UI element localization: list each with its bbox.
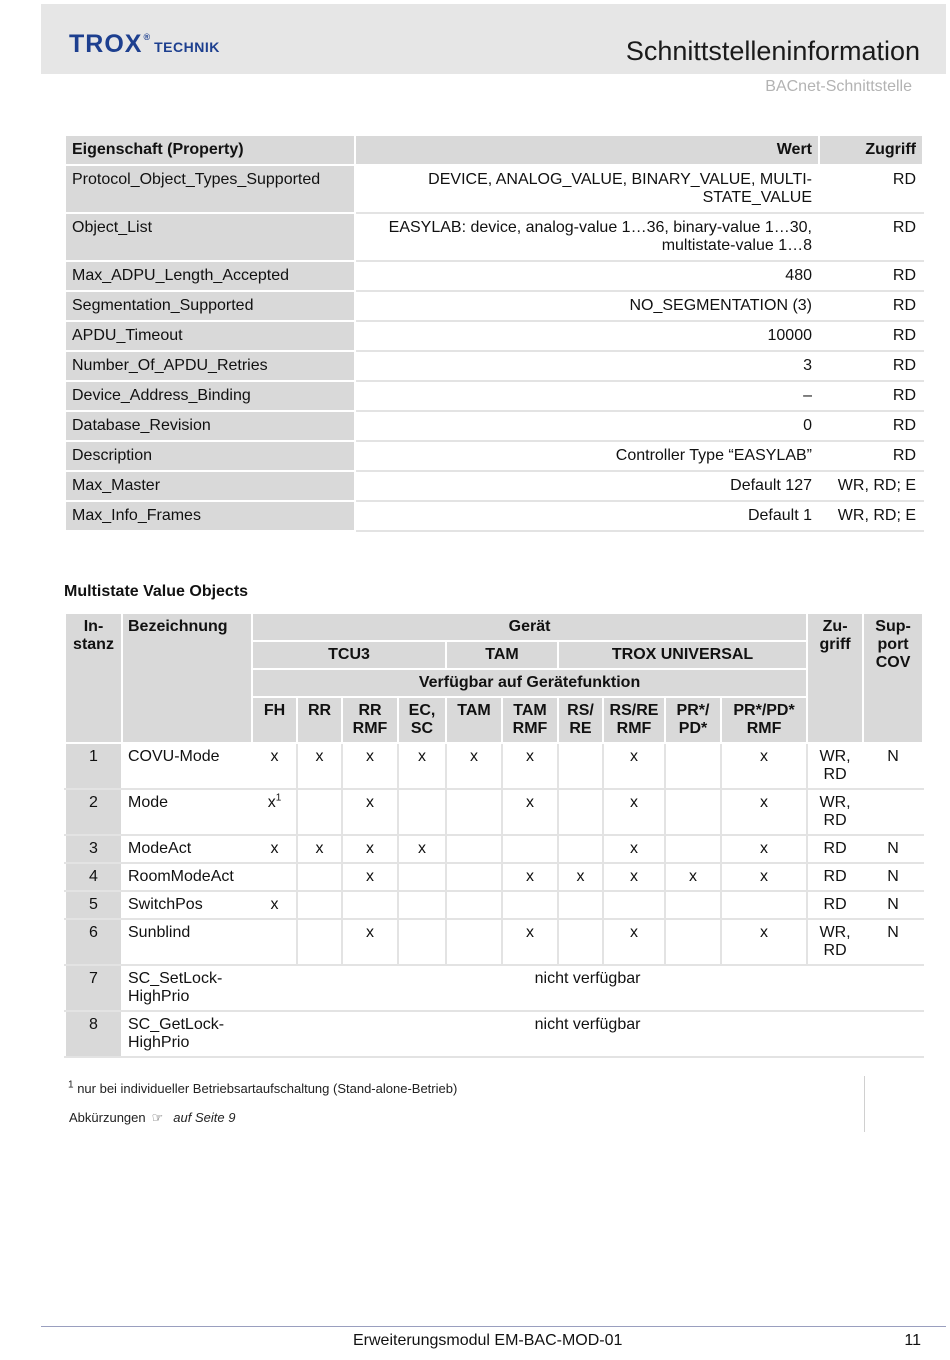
property-access: WR, RD; E <box>819 501 923 531</box>
property-access: RD <box>819 411 923 441</box>
availability-cell <box>558 743 603 789</box>
instance-number: 5 <box>65 891 122 919</box>
availability-mark: x <box>366 840 374 857</box>
object-access: WR, RD <box>807 919 863 965</box>
multistate-row <box>65 891 923 919</box>
availability-cell <box>398 789 446 835</box>
property-name: Description <box>65 441 355 471</box>
availability-mark: x <box>526 924 534 941</box>
property-name: Object_List <box>65 213 355 261</box>
footnote-mark: 1 <box>68 1079 74 1091</box>
function-column-header: TAM RMF <box>502 697 558 743</box>
availability-cell <box>721 919 807 965</box>
availability-cell <box>446 891 502 919</box>
functions-header: Verfügbar auf Gerätefunktion <box>252 669 807 697</box>
property-name: Max_Master <box>65 471 355 501</box>
object-access: RD <box>807 835 863 863</box>
access-column-header: Zugriff <box>819 135 923 165</box>
property-row <box>65 381 923 411</box>
availability-mark: x <box>526 868 534 885</box>
availability-cell <box>603 919 665 965</box>
function-column-header: RR RMF <box>342 697 398 743</box>
object-cov-support: N <box>863 835 923 863</box>
property-name: Protocol_Object_Types_Supported <box>65 165 355 213</box>
multistate-row <box>65 743 923 789</box>
logo-subtext: TECHNIK <box>154 39 220 55</box>
property-row <box>65 321 923 351</box>
property-name: Number_Of_APDU_Retries <box>65 351 355 381</box>
function-column-header: RR <box>297 697 342 743</box>
footnote-reference: 1 <box>275 792 282 804</box>
availability-cell <box>446 863 502 891</box>
availability-mark: x <box>315 748 324 765</box>
property-access: RD <box>819 441 923 471</box>
availability-cell <box>342 743 398 789</box>
property-value: Default 1 <box>355 501 819 531</box>
availability-cell <box>297 835 342 863</box>
availability-cell <box>446 835 502 863</box>
availability-mark: x <box>630 868 638 885</box>
abbreviations-reference <box>69 1110 235 1126</box>
availability-cell <box>558 919 603 965</box>
property-row <box>65 351 923 381</box>
availability-mark: x <box>270 840 279 857</box>
object-cov-support <box>863 789 923 835</box>
availability-cell <box>603 835 665 863</box>
function-column-header: FH <box>252 697 297 743</box>
availability-mark: x <box>270 896 279 913</box>
property-value: Default 127 <box>355 471 819 501</box>
availability-cell <box>502 863 558 891</box>
availability-cell <box>558 835 603 863</box>
availability-cell <box>342 789 398 835</box>
property-value: Controller Type “EASYLAB” <box>355 441 819 471</box>
abbreviations-page-link[interactable]: auf Seite 9 <box>173 1110 236 1125</box>
property-access: RD <box>819 321 923 351</box>
availability-cell <box>502 743 558 789</box>
object-name: SwitchPos <box>122 891 252 919</box>
property-value: EASYLAB: device, analog-value 1…36, binary-value 1…30, multistate-value 1…8 <box>355 213 819 261</box>
availability-mark: x <box>630 924 638 941</box>
object-access: WR, RD <box>807 789 863 835</box>
property-name: Max_ADPU_Length_Accepted <box>65 261 355 291</box>
trox-universal-group-header: TROX UNIVERSAL <box>558 641 807 669</box>
availability-cell <box>603 789 665 835</box>
property-name: Database_Revision <box>65 411 355 441</box>
availability-mark: x <box>270 748 279 765</box>
availability-cell <box>297 863 342 891</box>
instance-number: 1 <box>65 743 122 789</box>
availability-mark: x <box>315 840 324 857</box>
availability-cell <box>446 743 502 789</box>
availability-mark: x <box>630 748 638 765</box>
availability-cell <box>558 789 603 835</box>
availability-cell <box>665 863 721 891</box>
availability-cell <box>342 835 398 863</box>
object-cov-support: N <box>863 743 923 789</box>
property-name: Segmentation_Supported <box>65 291 355 321</box>
logo-registered-mark: ® <box>143 32 151 42</box>
availability-cell <box>502 919 558 965</box>
property-row <box>65 261 923 291</box>
instance-number: 6 <box>65 919 122 965</box>
availability-mark: x <box>630 840 638 857</box>
availability-cell <box>297 743 342 789</box>
availability-mark: x <box>526 748 534 765</box>
function-column-header: TAM <box>446 697 502 743</box>
object-name: RoomModeAct <box>122 863 252 891</box>
object-access: RD <box>807 891 863 919</box>
availability-cell <box>398 743 446 789</box>
property-row <box>65 213 923 261</box>
property-value: 10000 <box>355 321 819 351</box>
property-row <box>65 501 923 531</box>
availability-mark: x <box>366 748 374 765</box>
availability-cell <box>297 789 342 835</box>
availability-mark: x <box>418 840 426 857</box>
multistate-row <box>65 919 923 965</box>
logo-brand: TROX <box>69 30 143 58</box>
availability-cell <box>342 919 398 965</box>
availability-cell <box>558 891 603 919</box>
availability-mark: x <box>366 868 374 885</box>
availability-cell <box>252 891 297 919</box>
availability-cell <box>721 743 807 789</box>
availability-cell <box>252 919 297 965</box>
property-access: RD <box>819 261 923 291</box>
instance-number: 2 <box>65 789 122 835</box>
page-header <box>41 4 946 74</box>
function-column-header: RS/ RE <box>558 697 603 743</box>
property-row <box>65 441 923 471</box>
object-cov-support: N <box>863 891 923 919</box>
availability-cell <box>252 835 297 863</box>
object-access: WR, RD <box>807 743 863 789</box>
device-group-header: Gerät <box>252 613 807 641</box>
function-column-header: RS/RE RMF <box>603 697 665 743</box>
availability-cell <box>252 743 297 789</box>
property-value: NO_SEGMENTATION (3) <box>355 291 819 321</box>
availability-mark: x <box>576 868 585 885</box>
availability-cell <box>721 789 807 835</box>
instance-number: 7 <box>65 965 122 1011</box>
object-name: Sunblind <box>122 919 252 965</box>
not-available-text: nicht verfügbar <box>252 965 923 1011</box>
property-access: RD <box>819 381 923 411</box>
property-access: RD <box>819 291 923 321</box>
availability-mark: x <box>760 868 769 885</box>
not-available-text: nicht verfügbar <box>252 1011 923 1057</box>
property-table <box>64 134 924 532</box>
instance-number: 8 <box>65 1011 122 1057</box>
instance-column-header: In- stanz <box>65 613 122 743</box>
abbreviations-label: Abkürzungen <box>69 1110 146 1125</box>
instance-number: 4 <box>65 863 122 891</box>
section-title: Multistate Value Objects <box>64 583 249 600</box>
object-cov-support: N <box>863 863 923 891</box>
property-name: Max_Info_Frames <box>65 501 355 531</box>
function-column-header: PR*/PD* RMF <box>721 697 807 743</box>
availability-cell <box>342 863 398 891</box>
availability-cell <box>297 919 342 965</box>
cov-column-header: Sup- port COV <box>863 613 923 743</box>
availability-mark: x <box>760 748 769 765</box>
availability-cell <box>398 863 446 891</box>
name-column-header: Bezeichnung <box>122 613 252 743</box>
document-subtitle: BACnet-Schnittstelle <box>765 78 912 95</box>
page-number: 11 <box>904 1332 921 1349</box>
footnote-text: nur bei individueller Betriebsartaufschaltung (Stand-alone-Betrieb) <box>77 1081 458 1096</box>
property-row <box>65 471 923 501</box>
availability-cell <box>446 919 502 965</box>
availability-cell <box>502 835 558 863</box>
object-name: ModeAct <box>122 835 252 863</box>
divider <box>864 1076 865 1132</box>
property-row <box>65 165 923 213</box>
availability-mark: x <box>267 794 276 811</box>
availability-cell <box>502 789 558 835</box>
value-column-header: Wert <box>355 135 819 165</box>
function-column-header: PR*/ PD* <box>665 697 721 743</box>
availability-cell <box>446 789 502 835</box>
availability-cell <box>252 863 297 891</box>
availability-cell <box>721 835 807 863</box>
availability-cell <box>297 891 342 919</box>
availability-cell <box>665 789 721 835</box>
availability-mark: x <box>526 794 534 811</box>
availability-mark: x <box>760 840 769 857</box>
access-column-header: Zu- griff <box>807 613 863 743</box>
availability-cell <box>252 789 297 835</box>
object-name: COVU-Mode <box>122 743 252 789</box>
property-value: – <box>355 381 819 411</box>
property-access: RD <box>819 165 923 213</box>
availability-cell <box>398 891 446 919</box>
multistate-row <box>65 965 923 1011</box>
property-access: RD <box>819 213 923 261</box>
availability-cell <box>721 891 807 919</box>
availability-cell <box>603 863 665 891</box>
trox-logo <box>69 30 220 59</box>
availability-mark: x <box>366 794 374 811</box>
object-name: Mode <box>122 789 252 835</box>
availability-cell <box>398 919 446 965</box>
function-column-header: EC, SC <box>398 697 446 743</box>
availability-mark: x <box>470 748 478 765</box>
availability-mark: x <box>689 868 697 885</box>
multistate-row <box>65 835 923 863</box>
availability-mark: x <box>760 794 769 811</box>
availability-cell <box>603 891 665 919</box>
availability-mark: x <box>760 924 769 941</box>
availability-cell <box>721 863 807 891</box>
availability-cell <box>603 743 665 789</box>
availability-cell <box>398 835 446 863</box>
property-access: RD <box>819 351 923 381</box>
property-name: APDU_Timeout <box>65 321 355 351</box>
availability-mark: x <box>366 924 374 941</box>
property-column-header: Eigenschaft (Property) <box>65 135 355 165</box>
footnote <box>68 1081 457 1096</box>
property-value: 480 <box>355 261 819 291</box>
availability-cell <box>342 891 398 919</box>
object-access: RD <box>807 863 863 891</box>
footer-rule <box>41 1326 946 1327</box>
availability-mark: x <box>418 748 426 765</box>
property-value: 0 <box>355 411 819 441</box>
tcu3-group-header: TCU3 <box>252 641 446 669</box>
multistate-table <box>64 612 924 1058</box>
availability-cell <box>665 835 721 863</box>
object-cov-support: N <box>863 919 923 965</box>
tam-group-header: TAM <box>446 641 558 669</box>
availability-cell <box>665 743 721 789</box>
property-row <box>65 291 923 321</box>
object-name: SC_SetLock- HighPrio <box>122 965 252 1011</box>
document-title: Schnittstelleninformation <box>625 36 920 66</box>
object-name: SC_GetLock- HighPrio <box>122 1011 252 1057</box>
property-value: 3 <box>355 351 819 381</box>
property-name: Device_Address_Binding <box>65 381 355 411</box>
availability-cell <box>665 891 721 919</box>
property-value: DEVICE, ANALOG_VALUE, BINARY_VALUE, MULTI- STATE_VALUE <box>355 165 819 213</box>
availability-cell <box>558 863 603 891</box>
multistate-row <box>65 789 923 835</box>
pointing-hand-icon: ☞ <box>151 1110 164 1125</box>
footer-document-title: Erweiterungsmodul EM-BAC-MOD-01 <box>353 1332 623 1349</box>
property-row <box>65 411 923 441</box>
availability-cell <box>665 919 721 965</box>
availability-mark: x <box>630 794 638 811</box>
instance-number: 3 <box>65 835 122 863</box>
multistate-row <box>65 1011 923 1057</box>
availability-cell <box>502 891 558 919</box>
property-access: WR, RD; E <box>819 471 923 501</box>
multistate-row <box>65 863 923 891</box>
